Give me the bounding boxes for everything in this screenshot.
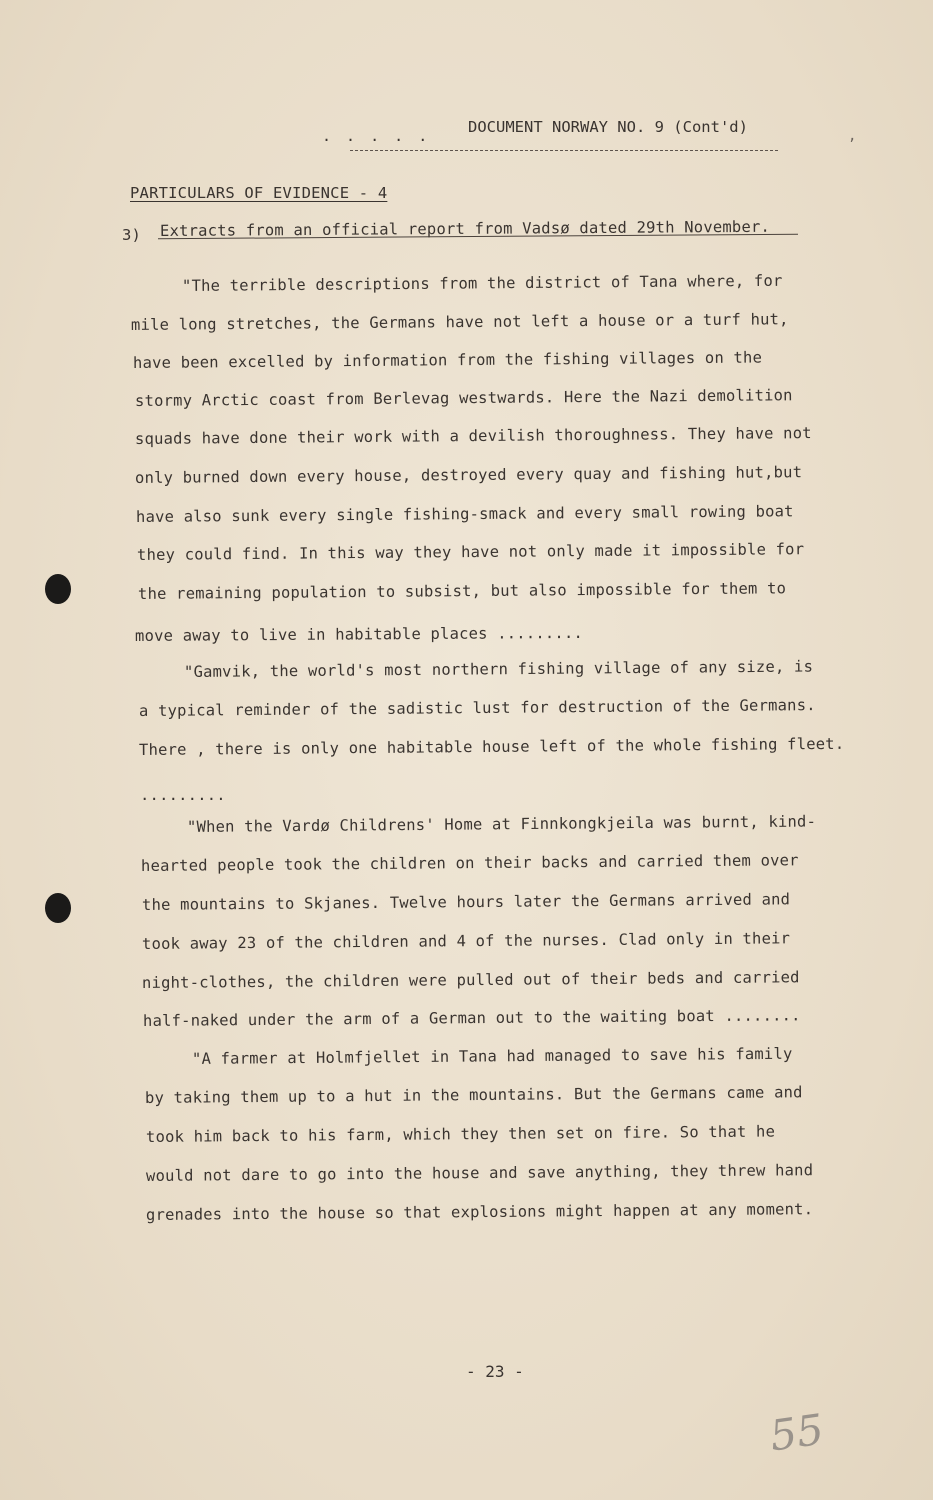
body-line: have also sunk every single fishing-smack and every small rowing boat	[135, 502, 794, 526]
header-rule	[350, 150, 778, 151]
document-title: DOCUMENT NORWAY NO. 9 (Cont'd)	[468, 118, 748, 136]
item-title: Extracts from an official report from Vadsø dated 29th November.	[159, 217, 771, 240]
body-line: "When the Vardø Childrens' Home at Finnkongkjeila was burnt, kind-	[186, 812, 817, 836]
item-number: 3)	[122, 226, 142, 244]
body-line: grenades into the house so that explosions might happen at any moment.	[145, 1200, 814, 1224]
punch-hole	[45, 893, 71, 923]
body-line: mile long stretches, the Germans have not left a house or a turf hut,	[130, 310, 789, 334]
body-line: There , there is only one habitable house left of the whole fishing fleet.	[138, 734, 845, 759]
body-line: have been excelled by information from the fishing villages on the	[132, 348, 763, 372]
margin-mark: ,	[848, 128, 857, 144]
body-line: move away to live in habitable places .........	[134, 623, 584, 645]
pencil-annotation: 55	[766, 1404, 827, 1461]
body-line: .........	[140, 786, 226, 804]
body-line: would not dare to go into the house and save anything, they threw hand	[145, 1161, 814, 1185]
body-line: took him back to his farm, which they then set on fire. So that he	[145, 1122, 776, 1146]
body-line: they could find. In this way they have not only made it impossible for	[136, 540, 805, 564]
body-line: a typical reminder of the sadistic lust for destruction of the Germans.	[138, 696, 816, 720]
body-line: the remaining population to subsist, but also impossible for them to	[137, 579, 787, 603]
body-line: stormy Arctic coast from Berlevag westwards. Here the Nazi demolition	[134, 386, 793, 410]
body-line: took away 23 of the children and 4 of the nurses. Clad only in their	[141, 929, 791, 953]
body-line: the mountains to Skjanes. Twelve hours later the Germans arrived and	[141, 890, 791, 914]
body-line: hearted people took the children on their backs and carried them over	[140, 851, 799, 875]
body-line: "Gamvik, the world's most northern fishing village of any size, is	[183, 657, 814, 681]
body-line: half-naked under the arm of a German out to the waiting boat ........	[142, 1006, 801, 1030]
punch-hole	[45, 574, 71, 604]
body-line: squads have done their work with a devilish thoroughness. They have not	[134, 424, 812, 448]
body-line: night-clothes, the children were pulled out of their beds and carried	[141, 968, 800, 992]
body-line: "The terrible descriptions from the district of Tana where, for	[181, 271, 783, 295]
page-number: - 23 -	[466, 1362, 524, 1381]
header-dots: . . . . .	[322, 127, 431, 145]
body-line: only burned down every house, destroyed every quay and fishing hut,but	[134, 463, 803, 487]
body-line: by taking them up to a hut in the mountains. But the Germans came and	[144, 1083, 803, 1107]
section-heading: PARTICULARS OF EVIDENCE - 4	[130, 184, 388, 202]
body-line: "A farmer at Holmfjellet in Tana had managed to save his family	[191, 1044, 793, 1068]
